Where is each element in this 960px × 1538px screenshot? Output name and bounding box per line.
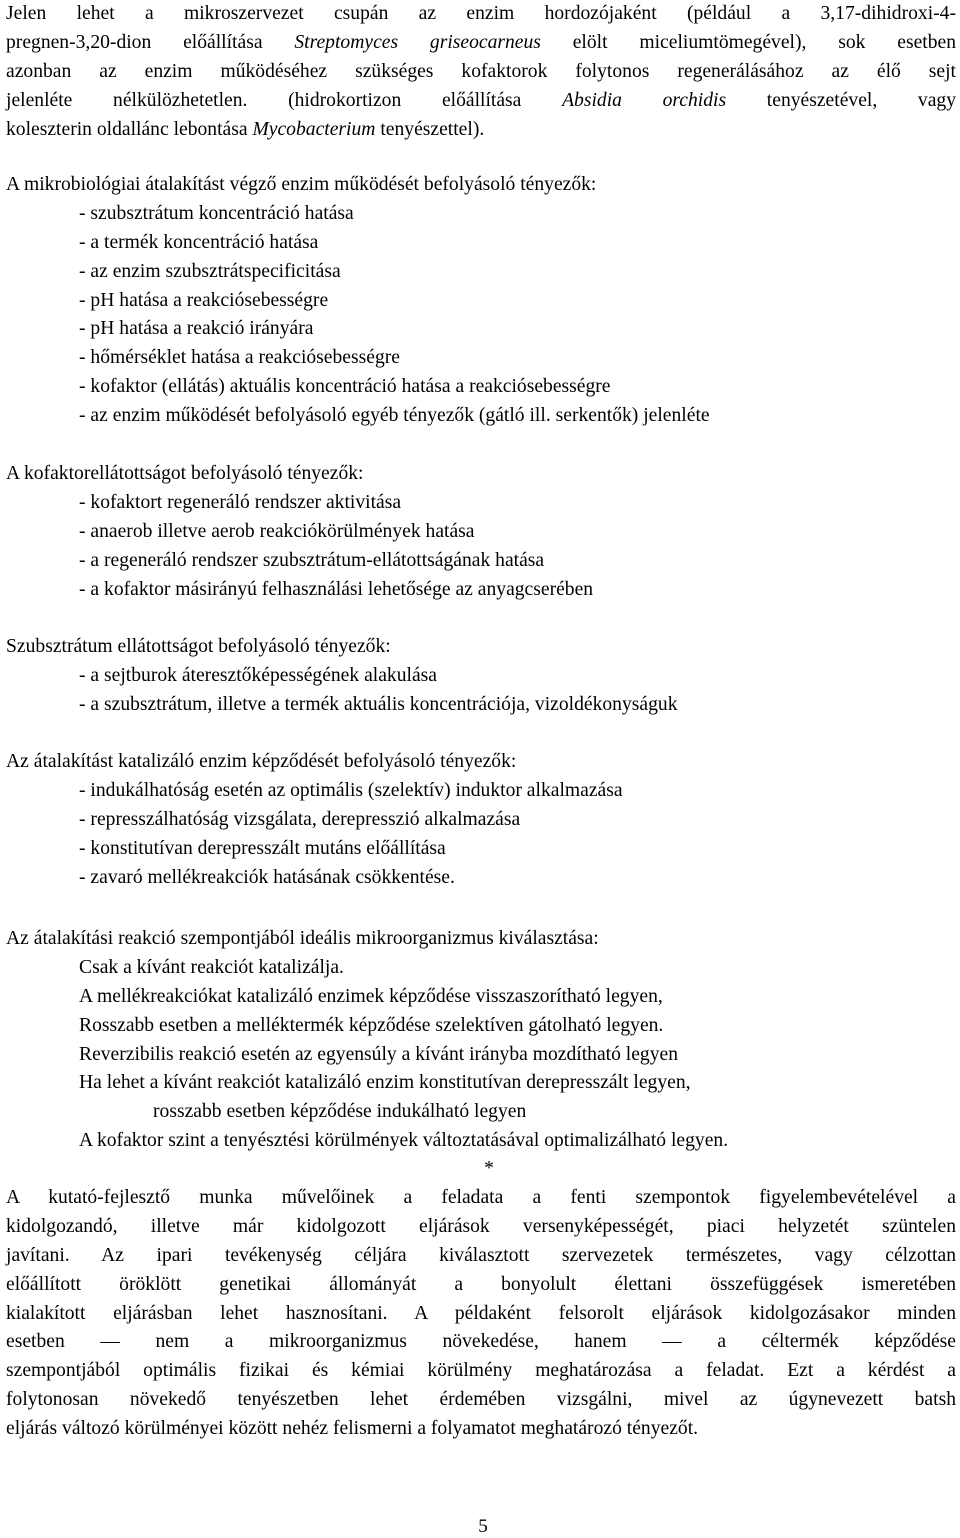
text-line: kialakított eljárásban lehet hasznosítani. A példaként felsorolt eljárások kidolgozásakor minden <box>6 1302 956 1324</box>
list-item: Reverzibilis reakció esetén az egyensúly a kívánt irányba mozdítható legyen <box>79 1043 679 1065</box>
list-item: - represszálhatóság vizsgálata, derepresszió alkalmazása <box>79 808 521 830</box>
list-item: - az enzim működését befolyásoló egyéb tényezők (gátló ill. serkentők) jelenléte <box>79 405 710 427</box>
text-line: folytonosan növekedő tenyészetben lehet érdemében vizsgálni, mivel az úgynevezett batsh <box>6 1389 956 1411</box>
list-item: - a termék koncentráció hatása <box>79 231 319 253</box>
text-line <box>6 87 956 116</box>
text-line: Jelen lehet a mikroszervezet csupán az enzim hordozójaként (például a 3,17-dihidroxi-4- <box>6 3 956 24</box>
text-line <box>6 116 956 145</box>
list-item: - a regeneráló rendszer szubsztrátum-ellátottságának hatása <box>79 549 545 571</box>
list-item: Ha lehet a kívánt reakciót katalizáló enzim konstitutívan derepresszált legyen, <box>79 1072 691 1094</box>
text-span: tenyészetével, vagy <box>726 89 956 111</box>
text-line: előállított öröklött genetikai állományát a bonyolult élettani összefüggések ismeretében <box>6 1273 956 1295</box>
list-item: - hőmérséklet hatása a reakciósebességre <box>79 347 400 369</box>
section-enzyme-factors <box>6 171 956 431</box>
list-item: A kofaktor szint a tenyésztési körülmények változtatásával optimalizálható legyen. <box>79 1130 729 1152</box>
text-span: elölt miceliumtömegével), sok esetben <box>540 31 956 53</box>
section-ideal-microorganism <box>6 925 956 1156</box>
text-span: tenyészettel). <box>375 118 485 140</box>
list-item: - indukálhatóság esetén az optimális (szelektív) induktor alkalmazása <box>79 779 623 801</box>
text-line: A kutató-fejlesztő munka művelőinek a feladata a fenti szempontok figyelembevételével a <box>6 1187 956 1208</box>
list-sub-item: rosszabb esetben képződése indukálható legyen <box>153 1101 527 1123</box>
text-line: esetben — nem a mikroorganizmus növekedése, hanem — a céltermék képződése <box>6 1331 956 1353</box>
page-number: 5 <box>478 1516 488 1537</box>
species-name: Streptomyces griseocarneus <box>294 31 541 53</box>
section-heading: A kofaktorellátottságot befolyásoló tényezők: <box>6 463 364 484</box>
list-item: - pH hatása a reakciósebességre <box>79 289 329 311</box>
list-item: - szubsztrátum koncentráció hatása <box>79 202 354 224</box>
section-substrate-factors <box>6 633 956 720</box>
text-line <box>6 29 956 58</box>
section-heading: Az átalakítást katalizáló enzim képződését befolyásoló tényezők: <box>6 751 517 772</box>
section-heading: Szubsztrátum ellátottságot befolyásoló tényezők: <box>6 636 391 657</box>
list-item: - a sejtburok áteresztőképességének alakulása <box>79 664 437 686</box>
list-item: - anaerob illetve aerob reakciókörülmények hatása <box>79 520 475 542</box>
text-span: koleszterin oldallánc lebontása <box>6 118 253 140</box>
text-line: azonban az enzim működéséhez szükséges kofaktorok folytonos regenerálásához az élő sejt <box>6 60 956 82</box>
intro-paragraph <box>6 0 956 144</box>
list-item: Csak a kívánt reakciót katalizálja. <box>79 956 344 978</box>
list-item: - pH hatása a reakció irányára <box>79 318 314 340</box>
list-item: A mellékreakciókat katalizáló enzimek képződése visszaszorítható legyen, <box>79 985 663 1007</box>
text-span: pregnen-3,20-dion előállítása <box>6 31 295 53</box>
list-item: Rosszabb esetben a melléktermék képződése szelektíven gátolható legyen. <box>79 1014 664 1036</box>
text-line: kidolgozandó, illetve már kidolgozott eljárások versenyképességét, piaci helyzetét szüntelen <box>6 1215 956 1237</box>
list-item: - a szubsztrátum, illetve a termék aktuális koncentrációja, vizoldékonyságuk <box>79 693 678 715</box>
text-line: szempontjából optimális fizikai és kémiai körülmény meghatározása a feladat. Ezt a kérdést a <box>6 1360 956 1382</box>
list-item: - kofaktor (ellátás) aktuális koncentráció hatása a reakciósebességre <box>79 376 611 398</box>
text-span: jelenléte nélkülözhetetlen. (hidrokortizon előállítása <box>6 89 563 111</box>
list-item: - a kofaktor másirányú felhasználási lehetősége az anyagcserében <box>79 578 594 600</box>
list-item: - kofaktort regeneráló rendszer aktivitása <box>79 491 402 513</box>
list-item: - az enzim szubsztrátspecificitása <box>79 260 341 282</box>
text-line: eljárás változó körülményei között nehéz felismerni a folyamatot meghatározó tényezőt. <box>6 1418 699 1440</box>
section-heading: A mikrobiológiai átalakítást végző enzim működését befolyásoló tényezők: <box>6 174 597 195</box>
section-heading: Az átalakítási reakció szempontjából ideális mikroorganizmus kiválasztása: <box>6 928 599 949</box>
species-name: Absidia orchidis <box>562 89 727 111</box>
closing-paragraph <box>6 1184 956 1444</box>
text-line: javítani. Az ipari tevékenység céljára kiválasztott szervezetek természetes, vagy célzottan <box>6 1244 956 1266</box>
separator-asterisk: * <box>484 1158 494 1179</box>
species-name: Mycobacterium <box>252 118 376 140</box>
section-enzyme-formation <box>6 748 956 892</box>
section-cofactor-factors <box>6 460 956 604</box>
list-item: - konstitutívan derepresszált mutáns előállítása <box>79 837 446 859</box>
list-item: - zavaró mellékreakciók hatásának csökkentése. <box>79 866 455 888</box>
